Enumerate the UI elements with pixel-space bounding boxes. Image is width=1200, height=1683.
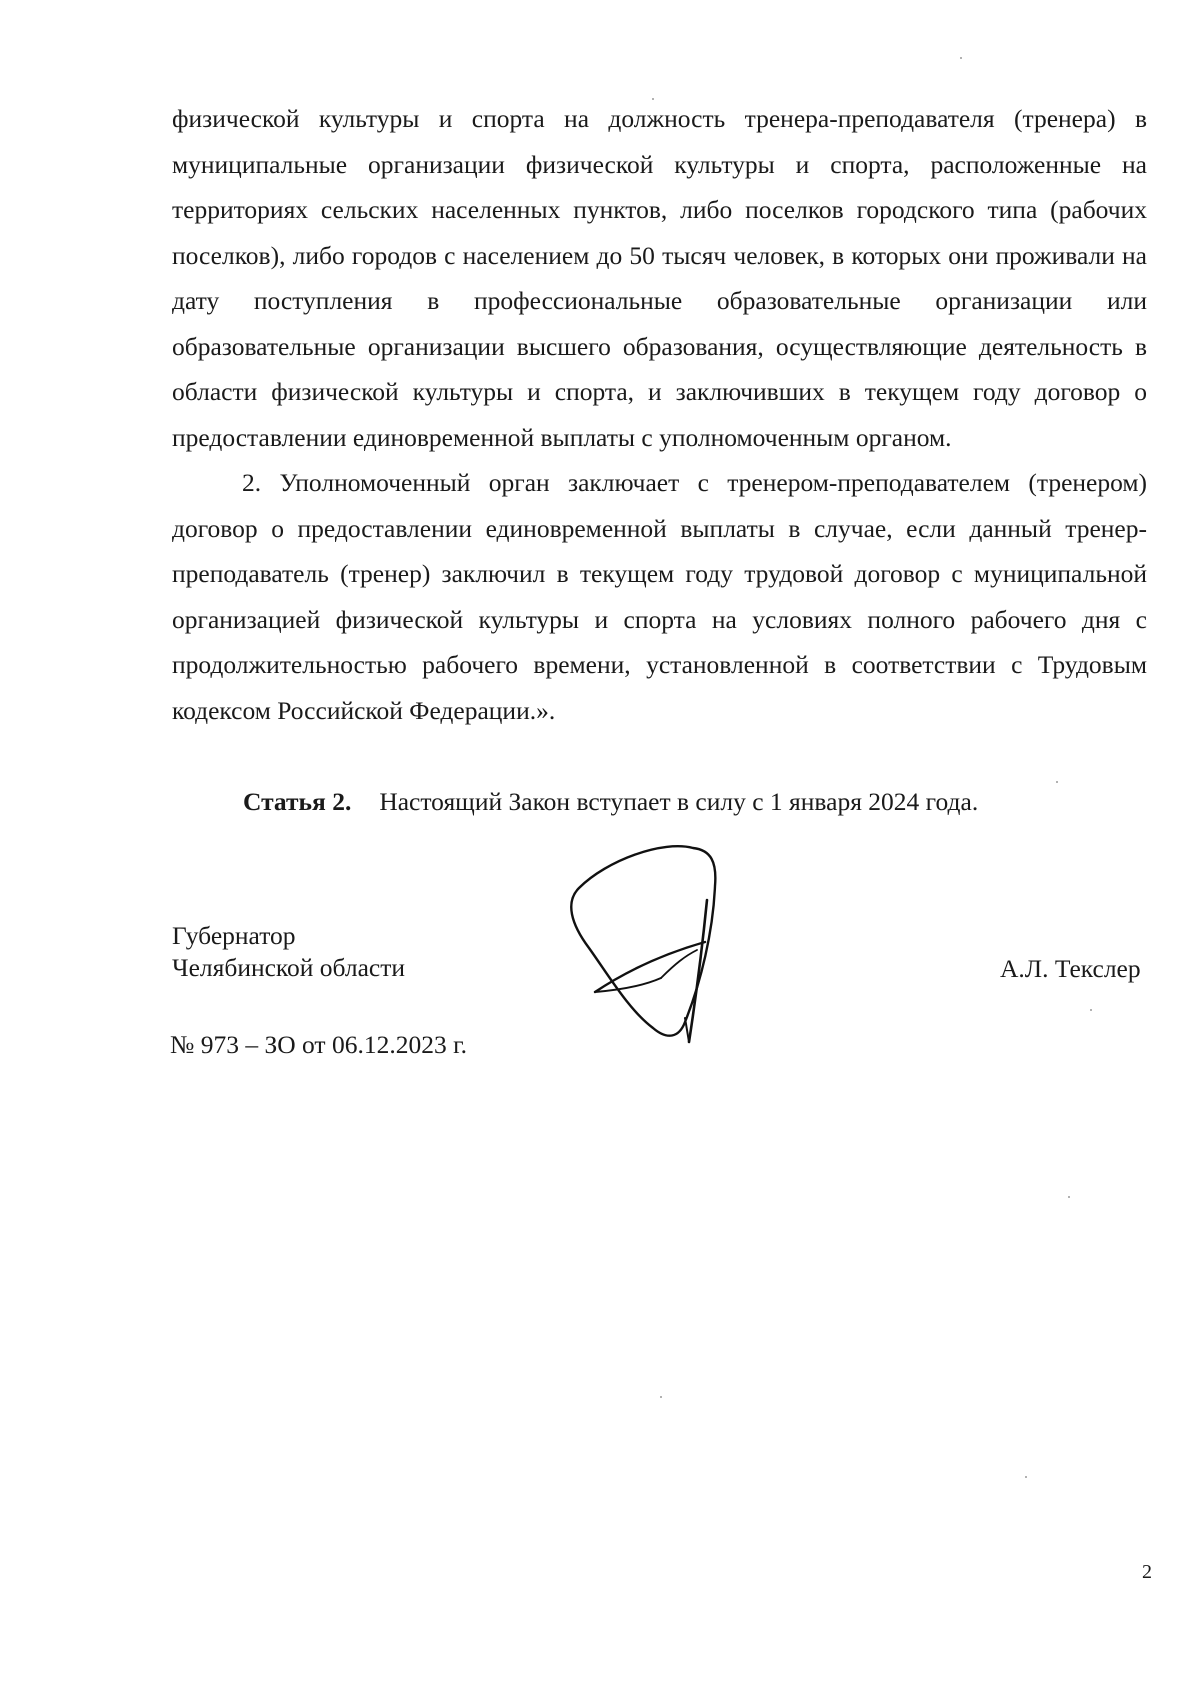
scan-speck <box>1090 1009 1092 1011</box>
article-label: Статья 2. <box>243 787 352 816</box>
signatory-title-line-1: Губернатор <box>172 921 296 950</box>
scan-speck <box>1056 781 1058 783</box>
paragraph-continuation: физической культуры и спорта на должность тренера-преподавателя (тренера) в муниципальные организации физической культуры и спорта, расположенные на территориях сельских населенных пунктов, либо поселков городского типа (рабочих поселков), либо городов с населением до 50 тысяч человек, в которых они проживали на дату поступления в профессиональные образовательные организации или образовательные организации высшего образования, осуществляющие деятельность в области физической культуры и спорта, и заключивших в текущем году договор о предоставлении единовременной выплаты с уполномоченным органом. <box>172 104 1147 452</box>
law-number: № 973 – ЗО от 06.12.2023 г. <box>170 1030 468 1059</box>
scan-speck <box>1068 1196 1070 1198</box>
document-body <box>172 96 1147 733</box>
signatory-title <box>172 920 405 984</box>
scan-speck <box>660 1396 662 1398</box>
article-2 <box>243 782 978 822</box>
signatory-name: А.Л. Текслер <box>1000 954 1141 983</box>
page-number: 2 <box>1142 1561 1152 1583</box>
scan-speck <box>652 98 654 100</box>
handwritten-signature <box>565 840 755 1050</box>
paragraph-item-2: 2. Уполномоченный орган заключает с тренером-преподавателем (тренером) договор о предоставлении единовременной выплаты в случае, если данный тренер-преподаватель (тренер) заключил в текущем году трудовой договор с муниципальной организацией физической культуры и спорта на условиях полного рабочего дня с продолжительностью рабочего времени, установленной в соответствии с Трудовым кодексом Российской Федерации.». <box>172 468 1147 725</box>
scan-speck <box>1025 1476 1027 1478</box>
article-text: Настоящий Закон вступает в силу с 1 января 2024 года. <box>379 787 979 816</box>
signatory-title-line-2: Челябинской области <box>172 953 406 982</box>
scan-speck <box>960 57 962 59</box>
